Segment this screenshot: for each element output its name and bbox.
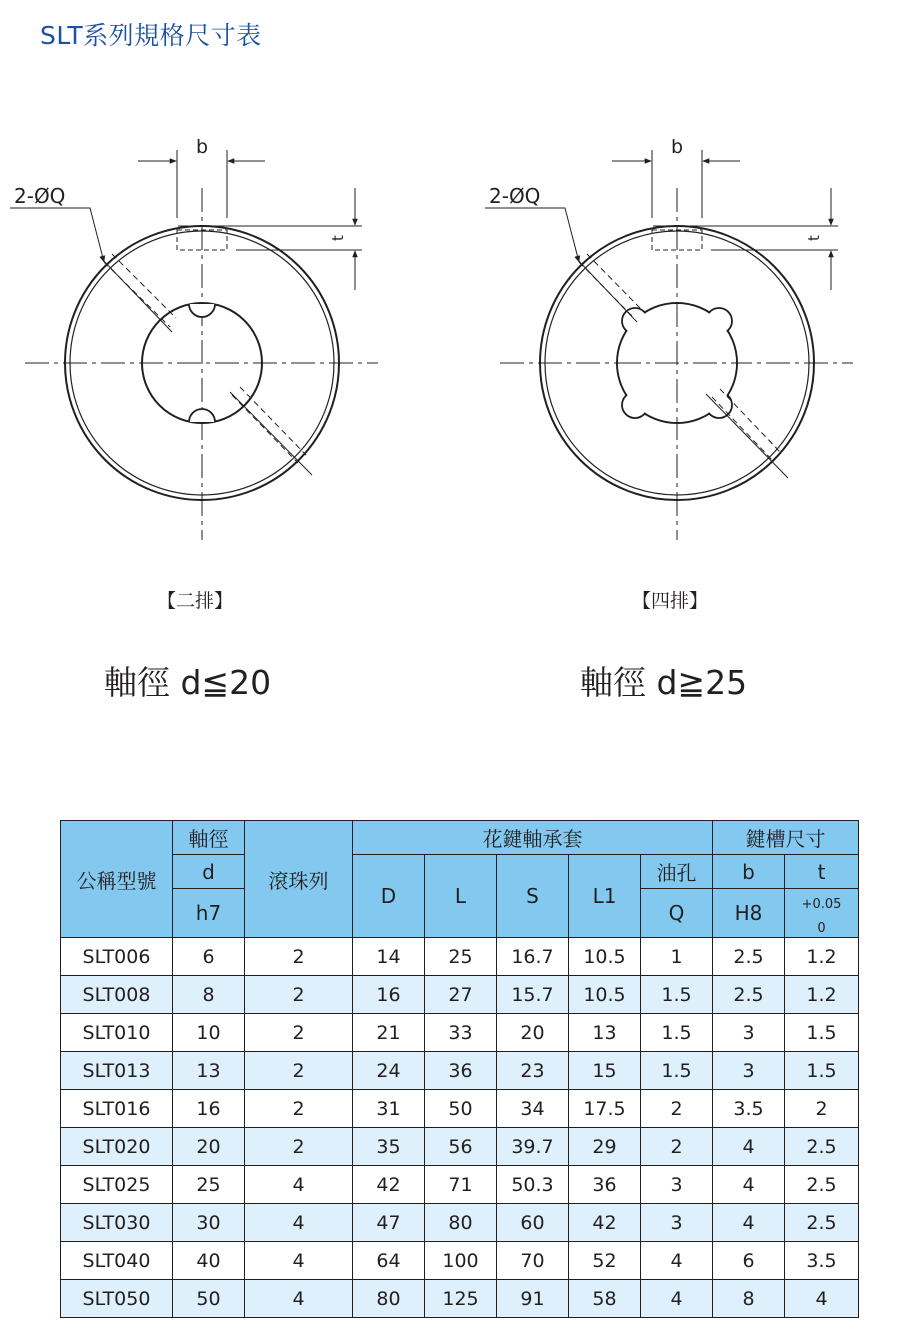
cell-L: 33 [425,1014,497,1052]
cell-L1: 17.5 [569,1090,641,1128]
page-title: SLT系列規格尺寸表 [40,21,262,50]
cell-model: SLT016 [61,1090,173,1128]
cell-oil-q: 2 [641,1090,713,1128]
cell-oil-q: 1 [641,938,713,976]
cell-balls: 2 [245,976,353,1014]
cell-shaft-d: 30 [173,1204,245,1242]
cell-L1: 15 [569,1052,641,1090]
cell-D: 31 [353,1090,425,1128]
cell-shaft-d: 20 [173,1128,245,1166]
cell-model: SLT008 [61,976,173,1014]
header-shaft: 軸徑 [173,821,245,855]
table-row [61,1052,859,1090]
cell-key-b: 2.5 [713,938,785,976]
cell-key-t: 1.2 [785,976,859,1014]
cell-L: 25 [425,938,497,976]
cell-oil-q: 3 [641,1204,713,1242]
q-leader-line [10,208,104,262]
header-key-b-tolerance: H8 [713,889,785,938]
header-keyway: 鍵槽尺寸 [713,821,859,855]
table-row [61,1014,859,1052]
diagram-four-row [485,136,853,540]
header-oil-q: Q [641,889,713,938]
cell-S: 20 [497,1014,569,1052]
cell-D: 47 [353,1204,425,1242]
cell-key-t: 2.5 [785,1166,859,1204]
oil-hole-axis [230,392,312,475]
cell-S: 91 [497,1280,569,1318]
cell-key-b: 3.5 [713,1090,785,1128]
cell-oil-q: 1.5 [641,1052,713,1090]
cell-L1: 42 [569,1204,641,1242]
cell-L1: 10.5 [569,938,641,976]
table-row [61,1128,859,1166]
cell-shaft-d: 40 [173,1242,245,1280]
cell-model: SLT050 [61,1280,173,1318]
cell-key-t: 1.5 [785,1014,859,1052]
shaft-condition-two-row: 軸徑 d≦20 [104,663,272,702]
cell-key-b: 3 [713,1052,785,1090]
cell-L1: 13 [569,1014,641,1052]
cell-key-b: 4 [713,1166,785,1204]
cell-key-b: 8 [713,1280,785,1318]
cell-S: 15.7 [497,976,569,1014]
cell-S: 70 [497,1242,569,1280]
cell-oil-q: 3 [641,1166,713,1204]
cell-key-t: 2.5 [785,1128,859,1166]
cell-D: 35 [353,1128,425,1166]
cell-L: 56 [425,1128,497,1166]
cell-shaft-d: 10 [173,1014,245,1052]
cell-key-b: 4 [713,1128,785,1166]
cell-shaft-d: 50 [173,1280,245,1318]
b-label: b [670,136,684,158]
cell-model: SLT010 [61,1014,173,1052]
cell-shaft-d: 16 [173,1090,245,1128]
cell-L: 125 [425,1280,497,1318]
cell-L: 50 [425,1090,497,1128]
cell-key-t: 2 [785,1090,859,1128]
header-model: 公稱型號 [61,821,173,938]
cell-L: 36 [425,1052,497,1090]
cell-D: 64 [353,1242,425,1280]
cell-key-t: 1.2 [785,938,859,976]
cell-shaft-d: 13 [173,1052,245,1090]
cell-L: 71 [425,1166,497,1204]
cell-S: 16.7 [497,938,569,976]
cell-balls: 2 [245,1052,353,1090]
table-row [61,1166,859,1204]
cell-key-b: 4 [713,1204,785,1242]
cell-L1: 36 [569,1166,641,1204]
t-label: t [329,235,347,241]
cell-key-t: 1.5 [785,1052,859,1090]
t-label: t [805,235,823,241]
diagram-two-row [10,136,378,540]
cell-D: 21 [353,1014,425,1052]
cell-L1: 52 [569,1242,641,1280]
cell-oil-q: 1.5 [641,1014,713,1052]
oil-hole-lower [232,387,306,463]
cell-oil-q: 1.5 [641,976,713,1014]
cell-D: 24 [353,1052,425,1090]
tolerance-lower: 0 [817,921,826,936]
cell-model: SLT006 [61,938,173,976]
header-S: S [497,855,569,938]
q-leader-line [485,208,579,262]
q-label: 2-ØQ [489,184,541,208]
oil-hole-axis [706,394,788,478]
cell-model: SLT040 [61,1242,173,1280]
cell-shaft-d: 8 [173,976,245,1014]
header-shaft-d: d [173,855,245,889]
header-L1: L1 [569,855,641,938]
q-label: 2-ØQ [14,184,66,208]
header-D: D [353,855,425,938]
cell-oil-q: 4 [641,1280,713,1318]
cell-balls: 4 [245,1204,353,1242]
cell-key-t: 4 [785,1280,859,1318]
cell-key-b: 3 [713,1014,785,1052]
oil-hole-axis [100,257,172,332]
cell-D: 14 [353,938,425,976]
cell-balls: 4 [245,1166,353,1204]
header-key-t: t [785,855,859,889]
cell-S: 39.7 [497,1128,569,1166]
cell-shaft-d: 25 [173,1166,245,1204]
cell-L: 100 [425,1242,497,1280]
cell-shaft-d: 6 [173,938,245,976]
cell-balls: 2 [245,1090,353,1128]
cell-L: 80 [425,1204,497,1242]
cell-balls: 2 [245,938,353,976]
cell-S: 50.3 [497,1166,569,1204]
header-shaft-tolerance: h7 [173,889,245,938]
cell-key-t: 3.5 [785,1242,859,1280]
cell-key-b: 6 [713,1242,785,1280]
cell-balls: 2 [245,1014,353,1052]
cell-model: SLT030 [61,1204,173,1242]
shaft-condition-four-row: 軸徑 d≧25 [580,663,748,702]
cell-S: 34 [497,1090,569,1128]
cell-L1: 10.5 [569,976,641,1014]
ball-groove-top [189,304,215,317]
oil-hole-axis [575,257,637,322]
cell-model: SLT025 [61,1166,173,1204]
header-oil: 油孔 [641,855,713,889]
cell-S: 23 [497,1052,569,1090]
header-key-t-tolerance [785,889,859,938]
cell-S: 60 [497,1204,569,1242]
cell-oil-q: 4 [641,1242,713,1280]
cell-L1: 58 [569,1280,641,1318]
header-L: L [425,855,497,938]
cell-balls: 4 [245,1280,353,1318]
header-key-b: b [713,855,785,889]
cell-model: SLT020 [61,1128,173,1166]
table-row [61,1280,859,1318]
table-row [61,1090,859,1128]
cell-L1: 29 [569,1128,641,1166]
b-label: b [195,136,209,158]
diagram-caption-four-row: 【四排】 [632,590,709,612]
header-sleeve: 花鍵軸承套 [353,821,713,855]
table-row [61,976,859,1014]
table-row [61,1242,859,1280]
cell-D: 16 [353,976,425,1014]
header-balls: 滾珠列 [245,821,353,938]
table-row [61,1204,859,1242]
cell-D: 80 [353,1280,425,1318]
cell-balls: 4 [245,1242,353,1280]
cell-balls: 2 [245,1128,353,1166]
table-row [61,938,859,976]
spec-table [60,820,859,1318]
diagram-caption-two-row: 【二排】 [157,590,234,612]
cell-L: 27 [425,976,497,1014]
cell-key-t: 2.5 [785,1204,859,1242]
cell-model: SLT013 [61,1052,173,1090]
cell-D: 42 [353,1166,425,1204]
cell-key-b: 2.5 [713,976,785,1014]
oil-hole-upper [579,254,640,316]
cell-oil-q: 2 [641,1128,713,1166]
tolerance-upper: +0.05 [801,897,842,912]
ball-groove-bottom [189,409,215,422]
